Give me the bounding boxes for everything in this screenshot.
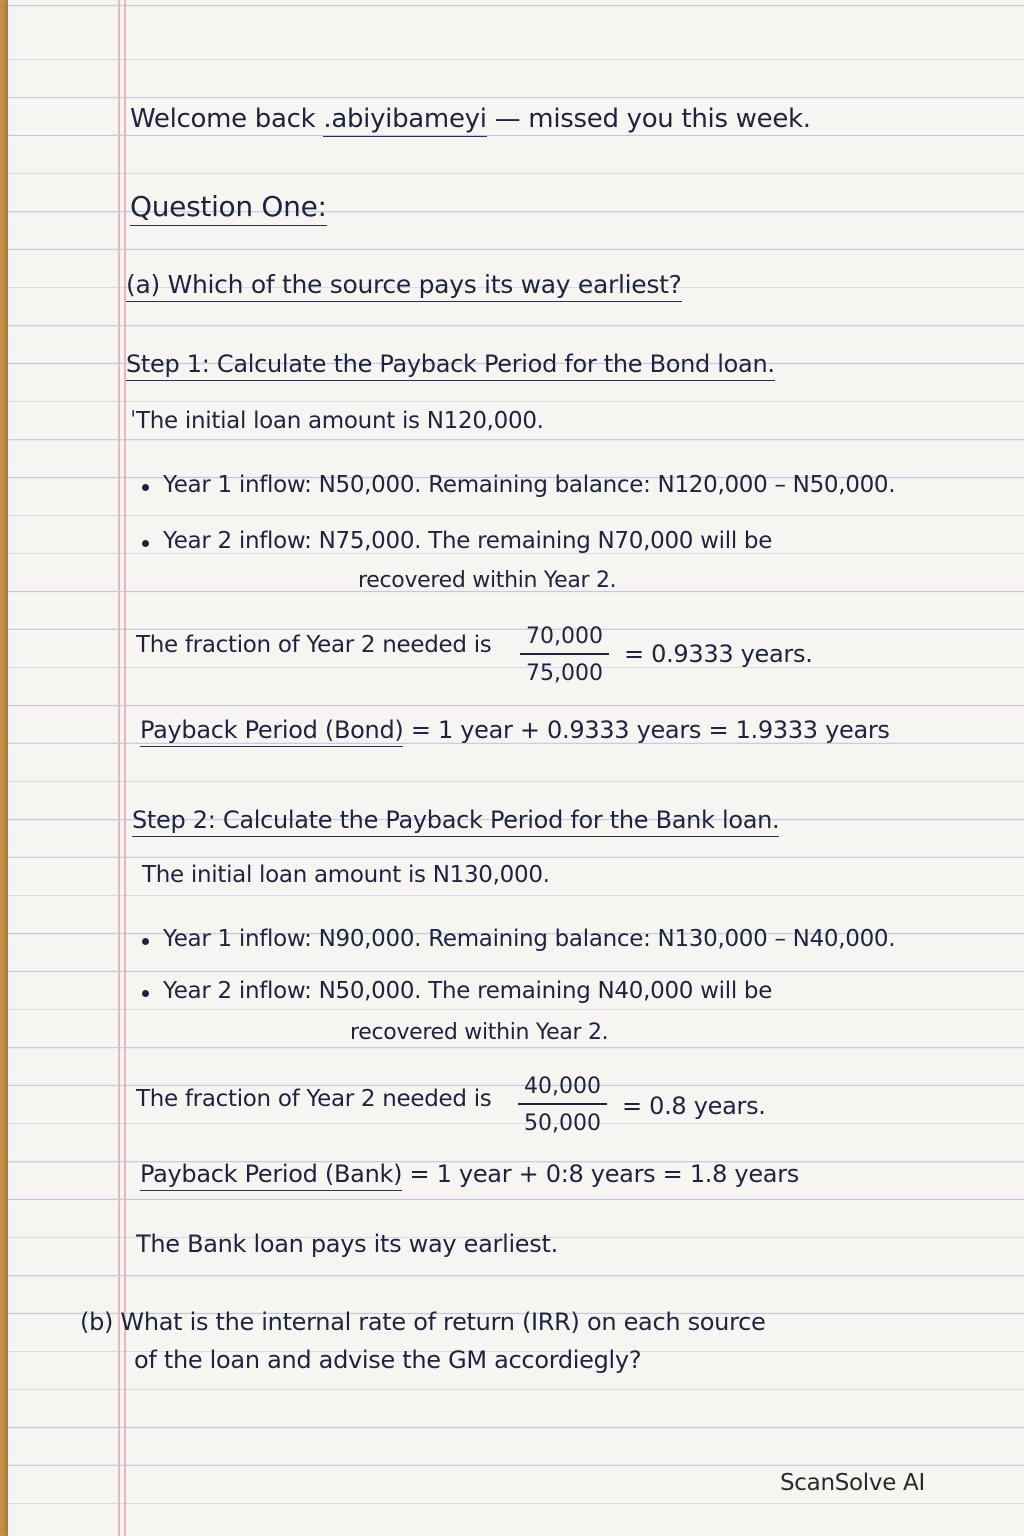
bullet-icon xyxy=(142,540,149,547)
step2-payback-label: Payback Period (Bank) xyxy=(140,1160,402,1191)
margin-line xyxy=(118,0,120,1536)
greeting-prefix: Welcome back xyxy=(130,104,316,134)
step1-payback-line xyxy=(140,716,890,744)
step1-bullet2-line2: recovered within Year 2. xyxy=(358,568,617,593)
margin-line-inner xyxy=(124,0,126,1536)
step2-fraction-numerator: 40,000 xyxy=(518,1074,607,1105)
greeting-line xyxy=(130,104,811,134)
step1-bullet1: Year 1 inflow: N50,000. Remaining balance: N120,000 – N50,000. xyxy=(163,472,896,498)
step1-bullet2-line1: Year 2 inflow: N75,000. The remaining N70,000 will be xyxy=(163,528,773,554)
step1-fraction-denominator: 75,000 xyxy=(526,661,603,686)
part-b-line2: of the loan and advise the GM accordiegly? xyxy=(134,1346,642,1374)
conclusion: The Bank loan pays its way earliest. xyxy=(136,1230,558,1258)
step2-bullet2-line2: recovered within Year 2. xyxy=(350,1020,609,1045)
step2-fraction-denominator: 50,000 xyxy=(524,1111,601,1136)
step2-fraction-result: = 0.8 years. xyxy=(622,1092,766,1120)
step1-heading: Step 1: Calculate the Payback Period for the Bond loan. xyxy=(126,350,775,381)
step2-payback-result: = 1 year + 0:8 years = 1.8 years xyxy=(409,1160,799,1188)
step1-fraction-numerator: 70,000 xyxy=(520,624,609,655)
step2-payback-line xyxy=(140,1160,799,1188)
step2-fraction-prefix: The fraction of Year 2 needed is xyxy=(136,1086,492,1112)
step1-payback-result: = 1 year + 0.9333 years = 1.9333 years xyxy=(410,716,890,744)
part-a-question: (a) Which of the source pays its way earliest? xyxy=(126,270,682,302)
step2-bullet1: Year 1 inflow: N90,000. Remaining balance: N130,000 – N40,000. xyxy=(163,926,896,952)
bullet-icon xyxy=(142,938,149,945)
step2-bullet2-line1: Year 2 inflow: N50,000. The remaining N40,000 will be xyxy=(163,978,773,1004)
part-b-line1: (b) What is the internal rate of return (IRR) on each source xyxy=(80,1308,766,1336)
greeting-suffix: — missed you this week. xyxy=(494,104,811,134)
bullet-icon xyxy=(142,484,149,491)
step1-fraction-prefix: The fraction of Year 2 needed is xyxy=(136,632,492,658)
step2-heading: Step 2: Calculate the Payback Period for the Bank loan. xyxy=(132,806,779,837)
step1-intro: ˈThe initial loan amount is N120,000. xyxy=(130,408,544,434)
step1-fraction-result: = 0.9333 years. xyxy=(624,640,813,668)
scansolve-watermark: ScanSolve AI xyxy=(780,1470,925,1496)
question-heading: Question One: xyxy=(130,190,327,226)
notebook-page xyxy=(8,0,1024,1536)
step2-intro: The initial loan amount is N130,000. xyxy=(142,862,550,888)
greeting-username[interactable]: .abiyibameyi xyxy=(323,104,486,137)
bullet-icon xyxy=(142,990,149,997)
step1-fraction xyxy=(520,624,609,686)
step2-fraction xyxy=(518,1074,607,1136)
step1-payback-label: Payback Period (Bond) xyxy=(140,716,403,747)
